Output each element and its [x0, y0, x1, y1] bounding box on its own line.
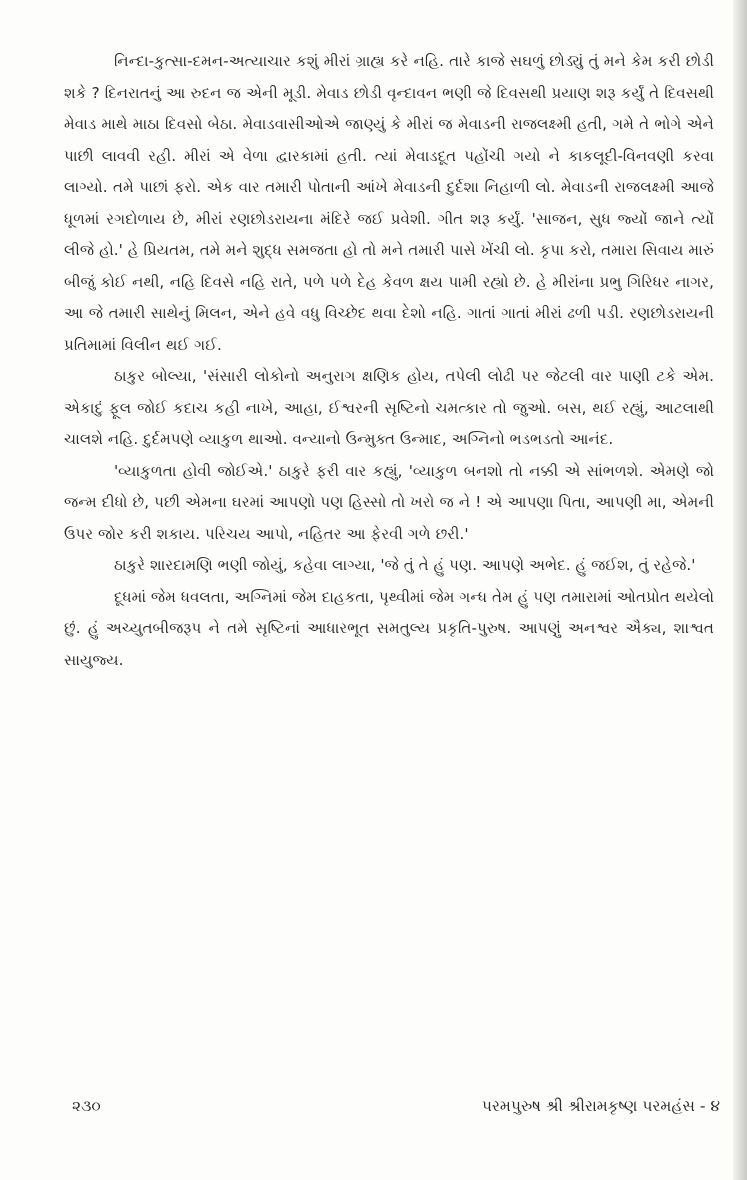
- paragraph-2: ઠાકુર બોલ્યા, 'સંસારી લોકોનો અનુરાગ ક્ષણિક હોય, તપેલી લોઢી પર જેટલી વાર પાણી ટકે એમ. એકાદું ફૂલ જોઈ કદાચ કહી નાખે, આહા, ઈશ્વરની સૃષ્ટિનો ચમત્કાર તો જુઓ. બસ, થઈ રહ્યું, આટલાથી ચાલશે નહિ. દુર્દમપણે વ્યાકુળ થાઓ. વન્યાનો ઉન્મુક્ત ઉન્માદ, અગ્નિનો ભડભડતો આનંદ.: [64, 367, 714, 448]
- paragraph-3: 'વ્યાકુળતા હોવી જોઈએ.' ઠાકુરે ફરી વાર કહ્યું, 'વ્યાકુળ બનશો તો નક્કી એ સાંભળશે. એમણે જો જન્મ દીધો છે, પછી એમના ઘરમાં આપણો પણ હિસ્સો તો ખરો જ ને ! એ આપણા પિતા, આપણી મા, એમની ઉપર જોર કરી શકાય. પરિચય આપો, નહિતર આ ફેરવી ગળે છરી.': [64, 461, 714, 543]
- page-number: ૨૩૦: [72, 1097, 101, 1115]
- page-footer: [72, 1090, 720, 1122]
- body-text: [64, 46, 714, 676]
- paragraph-4: ઠાકુરે શારદામણિ ભણી જોયું, કહેવા લાગ્યા, 'જે તું તે હું પણ. આપણે અભેદ. હું જઈશ, તું રહેજે.': [114, 556, 696, 574]
- paragraph-5: દૂધમાં જેમ ધવલતા, અગ્નિમાં જેમ દાહકતા, પૃથ્વીમાં જેમ ગન્ધ તેમ હું પણ તમારામાં ઓતપ્રોત થયેલો છું. હું અચ્યુતબીજરૂપ ને તમે સૃષ્ટિનાં આધારભૂત સમતુલ્ય પ્રકૃતિ-પુરુષ. આપણું અનશ્વર ઐક્ય, શાશ્વત સાયુજ્ય.: [64, 587, 714, 669]
- page-edge-shadow: [733, 0, 747, 1180]
- paragraph-1: નિન્દા-કુત્સા-દમન-અત્યાચાર કશું મીરાં ગ્રાહ્ય કરે નહિ. તારે કાજે સઘળું છોડ્યું તું મને કેમ કરી છોડી શકે ? દિનરાતનું આ રુદન જ એની મૂડી. મેવાડ છોડી વૃન્દાવન ભણી જે દિવસથી પ્રયાણ શરૂ કર્યું તે દિવસથી મેવાડ માથે માઠા દિવસો બેઠા. મેવાડવાસીઓએ જાણ્યું કે મીરાં જ મેવાડની રાજલક્ષ્મી હતી, ગમે તે ભોગે એને પાછી લાવવી રહી. મીરાં એ વેળા દ્વારકામાં હતી. ત્યાં મેવાડદૂત પહોંચી ગયો ને કાકલૂદી-વિનવણી કરવા લાગ્યો. તમે પાછાં ફરો. એક વાર તમારી પોતાની આંખે મેવાડની દુર્દશા નિહાળી લો. મેવાડની રાજલક્ષ્મી આજે ધૂળમાં રગદોળાય છે, મીરાં રણછોડરાયના મંદિરે જઈ પ્રવેશી. ગીત શરૂ કર્યું. 'સાજન, સુધ જ્યોં જાને ત્યોં લીજે હો.' હે પ્રિયતમ, તમે મને શુદ્ધ સમજતા હો તો મને તમારી પાસે ખેંચી લો. કૃપા કરો, તમારા સિવાય મારું બીજું કોઈ નથી, નહિ દિવસે નહિ રાતે, પળે પળે દેહ કેવળ ક્ષય પામી રહ્યો છે. હે મીરાંના પ્રભુ ગિરિધર નાગર, આ જે તમારી સાથેનું મિલન, એને હવે વધુ વિચ્છેદ થવા દેશો નહિ. ગાતાં ગાતાં મીરાં ઢળી પડી. રણછોડરાયની પ્રતિમામાં વિલીન થઈ ગઈ.: [64, 52, 714, 354]
- running-title: પરમપુરુષ શ્રી શ્રીરામકૃષ્ણ પરમહંસ - ૪: [481, 1097, 720, 1115]
